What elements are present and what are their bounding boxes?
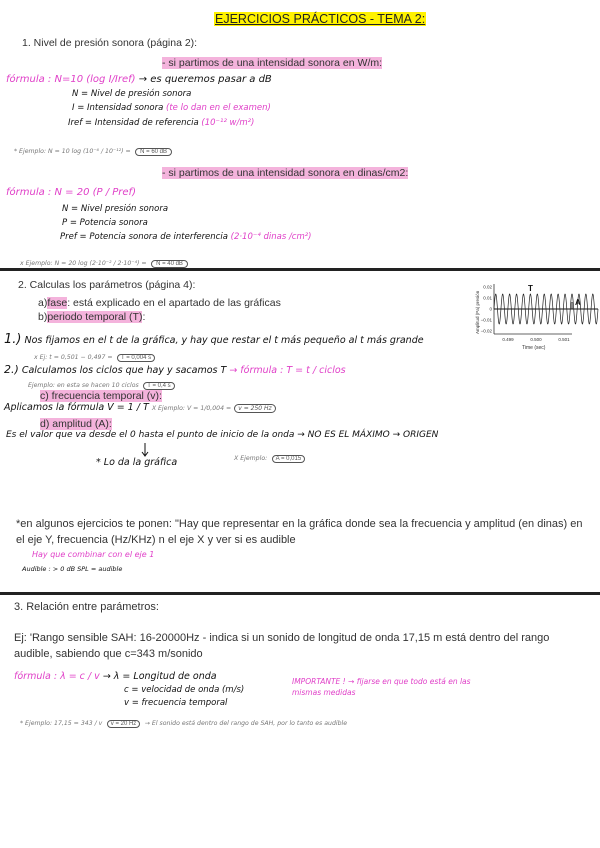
item-d-result: A = 0,015 bbox=[272, 455, 306, 463]
page-title: EJERCICIOS PRÁCTICOS - TEMA 2: bbox=[215, 12, 426, 26]
formula-2-var-n: N = Nivel presión sonora bbox=[62, 204, 169, 214]
item-2-result: T = 0,4 s bbox=[143, 382, 174, 390]
chart-x-tick: 0.499 bbox=[502, 337, 514, 342]
formula-2-result: N = 40 dB bbox=[151, 260, 188, 268]
chart-y-tick: −0.02 bbox=[480, 328, 492, 334]
chart-y-tick: 0.01 bbox=[483, 295, 492, 301]
item-d-amplitud: d) amplitud (A): bbox=[40, 418, 112, 430]
waveform-chart bbox=[472, 278, 600, 354]
item-c-result: v = 250 Hz bbox=[234, 404, 275, 413]
chart-y-tick: 0 bbox=[489, 306, 492, 312]
item-2-periodo: 2.) Calculamos los ciclos que hay y sacamos T → fórmula : T = t / ciclos bbox=[4, 363, 346, 376]
formula-2-var-p: P = Potencia sonora bbox=[62, 218, 148, 228]
formula-3-var-v: v = frecuencia temporal bbox=[124, 698, 228, 708]
note-representar: *en algunos ejercicios te ponen: "Hay que representar en la gráfica donde sea la frecuencia y amplitud (en dinas) en el eje Y, frecuencia (Hz/KHz) n el eje X y ver si es audible bbox=[16, 518, 583, 546]
note-pink: Hay que combinar con el eje 1 bbox=[32, 550, 155, 559]
formula-1-example: * Ejemplo: N = 10 log (10⁻⁶ / 10⁻¹²) = N = 60 dB bbox=[14, 140, 172, 158]
chart-y-tick: −0.01 bbox=[480, 317, 492, 323]
section-1-sub1: - si partimos de una intensidad sonora en W/m: bbox=[162, 57, 383, 69]
section-1-sub2: - si partimos de una intensidad sonora en dinas/cm2: bbox=[162, 167, 409, 179]
chart-y-tick: 0.02 bbox=[483, 284, 492, 290]
section-3-result: v = 20 Hz bbox=[107, 720, 141, 728]
item-c-frecuencia: c) frecuencia temporal (v): bbox=[40, 390, 162, 402]
section-1-heading: 1. Nivel de presión sonora (página 2): bbox=[22, 37, 198, 49]
formula-2: fórmula : N = 20 (P / Pref) bbox=[6, 187, 136, 198]
arrow-down-icon bbox=[140, 442, 150, 458]
chart-x-tick: 0.500 bbox=[530, 337, 542, 342]
item-a-fase: a)fase: está explicado en el apartado de las gráficas bbox=[38, 297, 281, 309]
item-2-example: Ejemplo: en esta se hacen 10 ciclos T = 0,4 s bbox=[28, 374, 175, 392]
chart-label-A: A bbox=[575, 298, 581, 307]
note-audible: Audible : > 0 dB SPL = audible bbox=[22, 565, 123, 573]
important-note: IMPORTANTE ! → fijarse en que todo está en las mismas medidas bbox=[292, 677, 471, 697]
chart-ylabel: Amplitud (Pa) presión bbox=[475, 290, 480, 334]
item-d-note: * Lo da la gráfica bbox=[96, 457, 178, 468]
formula-2-var-pref: Pref = Potencia sonora de interferencia (2·10⁻⁴ dinas /cm²) bbox=[60, 232, 312, 242]
chart-xlabel: Time (sec) bbox=[522, 345, 546, 351]
item-1-example: x Ej: t = 0,501 − 0,497 = T = 0,004 s bbox=[34, 346, 155, 364]
formula-1-var-n: N = Nivel de presión sonora bbox=[72, 89, 192, 99]
formula-1-var-i: I = Intensidad sonora (te lo dan en el examen) bbox=[72, 103, 271, 113]
formula-1-result: N = 60 dB bbox=[135, 148, 172, 156]
item-1-periodo: 1.) Nos fijamos en el t de la gráfica, y hay que restar el t más pequeño al t más grande bbox=[4, 332, 424, 347]
divider-2 bbox=[0, 592, 600, 595]
formula-2-example: x Ejemplo: N = 20 log (2·10⁻² / 2·10⁻⁴) = N = 40 dB bbox=[20, 252, 188, 270]
item-b-periodo: b)periodo temporal (T): bbox=[38, 311, 146, 323]
section-2-heading: 2. Calculas los parámetros (página 4): bbox=[18, 279, 196, 291]
chart-label-T: T bbox=[528, 284, 533, 293]
section-3-worked-example: * Ejemplo: 17,15 = 343 / v v = 20 Hz → El sonido está dentro del rango de SAH, por lo tanto es audible bbox=[20, 720, 348, 727]
item-d-description: Es el valor que va desde el 0 hasta el punto de inicio de la onda → NO ES EL MÁXIMO → ORIGEN bbox=[6, 430, 439, 440]
formula-3: fórmula : λ = c / v → λ = Longitud de onda bbox=[14, 671, 217, 682]
formula-1-var-iref: Iref = Intensidad de referencia (10⁻¹² w/m²) bbox=[68, 118, 255, 128]
item-1-result: T = 0,004 s bbox=[117, 354, 155, 362]
section-3-heading: 3. Relación entre parámetros: bbox=[14, 601, 159, 613]
item-c-formula: Aplicamos la fórmula V = 1 / T X Ejemplo: V = 1/0,004 = v = 250 Hz bbox=[4, 402, 276, 413]
item-d-example: X Ejemplo: A = 0,015 bbox=[234, 447, 305, 465]
formula-3-var-c: c = velocidad de onda (m/s) bbox=[124, 685, 245, 695]
chart-x-tick: 0.501 bbox=[558, 337, 570, 342]
formula-1: fórmula : N=10 (log I/Iref) → es queremos pasar a dB bbox=[6, 74, 272, 85]
divider-1 bbox=[0, 268, 600, 271]
section-3-example: Ej: 'Rango sensible SAH: 16-20000Hz - indica si un sonido de longitud de onda 17,15 m está dentro del rango audible, sabiendo que c=343 m/sonido bbox=[14, 632, 550, 660]
